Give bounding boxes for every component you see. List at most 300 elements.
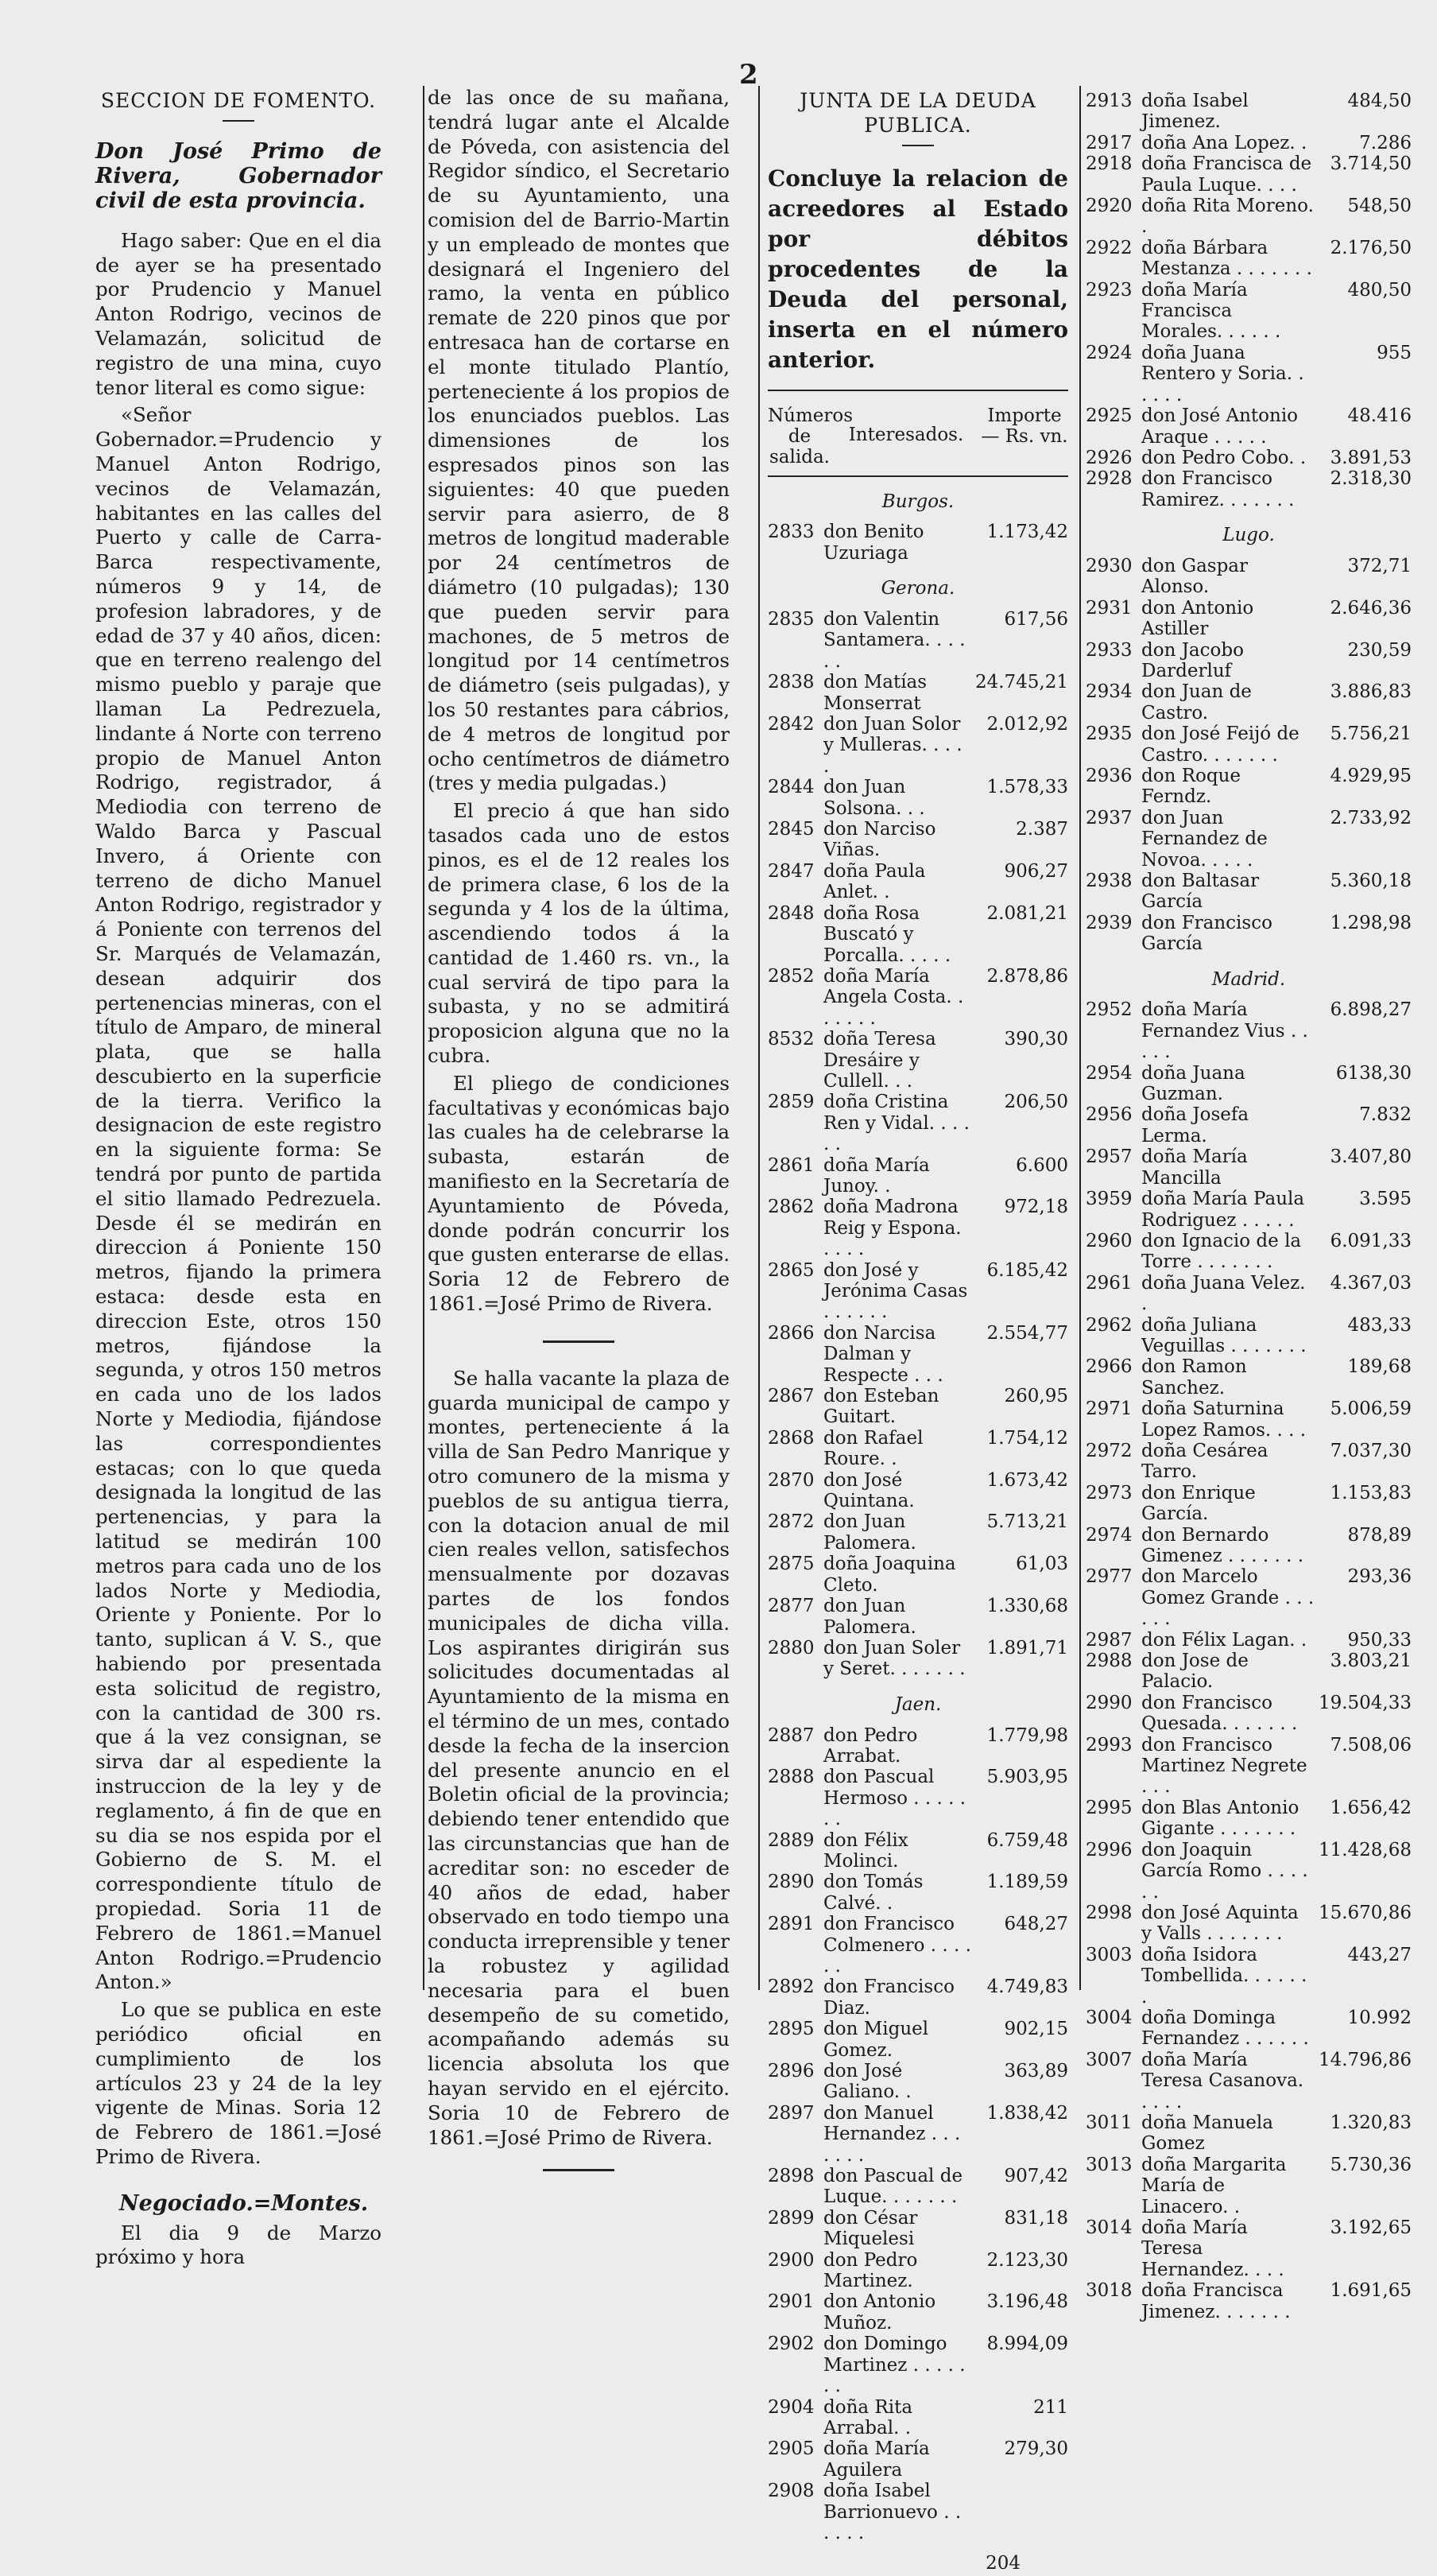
entry-number: 3004: [1086, 2007, 1133, 2028]
table-row: [1086, 1566, 1412, 1629]
creditor-name: don César Miquelesi: [823, 2207, 918, 2250]
entry-number: 2995: [1086, 1797, 1133, 1818]
entry-number: 2956: [1086, 1104, 1133, 1126]
creditor-name: don Enrique García.: [1141, 1482, 1256, 1525]
creditor-name: doña Juliana Veguillas . . . . . . .: [1141, 1314, 1307, 1356]
creditor-name: doña María Aguilera: [823, 2438, 930, 2481]
creditor-name: doña Paula Anlet. .: [823, 860, 926, 903]
entry-number: 2962: [1086, 1314, 1133, 1336]
table-row: [1086, 468, 1412, 510]
amount: 3.192,65: [1330, 2217, 1412, 2238]
entry-number: 3013: [1086, 2154, 1133, 2175]
entry-number: 2891: [768, 1914, 815, 1935]
entry-number: 2972: [1086, 1440, 1133, 1461]
amount: 5.006,59: [1330, 1399, 1412, 1420]
table-row: [768, 672, 1068, 714]
creditor-name: doña Juana Velez. .: [1141, 1272, 1306, 1315]
table-row: [768, 2481, 1068, 2543]
entry-number: 3011: [1086, 2112, 1133, 2133]
divider: [902, 145, 934, 146]
entry-number: 2838: [768, 672, 815, 693]
creditor-name: don Juan Solsona. . .: [823, 777, 925, 819]
table-row: [1086, 91, 1412, 133]
entry-number: 2875: [768, 1554, 815, 1575]
amount: 7.832: [1359, 1104, 1412, 1126]
entry-number: 2935: [1086, 724, 1133, 745]
entry-number: 2902: [768, 2334, 815, 2355]
table-row: [1086, 871, 1412, 913]
creditor-name: doña Bárbara Mestanza . . . . . . .: [1141, 237, 1312, 280]
amount: 7.037,30: [1330, 1440, 1412, 1461]
table-row: [1086, 1356, 1412, 1399]
entry-number: 2933: [1086, 639, 1133, 661]
creditor-list: [768, 490, 1068, 2544]
creditor-name: doña María Francisca Morales. . . . . .: [1141, 279, 1281, 343]
creditor-name: don Manuel Hernandez . . . . . . .: [823, 2102, 961, 2166]
entry-number: 2996: [1086, 1839, 1133, 1860]
entry-number: 2862: [768, 1197, 815, 1218]
creditor-name: doña María Teresa Casanova. . . . .: [1141, 2049, 1304, 2112]
creditor-name: doña María Paula Rodriguez . . . . .: [1141, 1189, 1305, 1231]
creditor-name: don José Aquinta y Valls . . . . . . .: [1141, 1902, 1299, 1945]
table-row: [1086, 2155, 1412, 2217]
amount: 10.992: [1347, 2007, 1412, 2028]
creditor-name: don Marcelo Gomez Grande . . . . . .: [1141, 1566, 1315, 1630]
amount: 15.670,86: [1318, 1902, 1412, 1923]
table-row: [1086, 1525, 1412, 1567]
table-row: [1086, 556, 1412, 598]
table-row: [768, 2334, 1068, 2396]
entry-number: 2925: [1086, 405, 1133, 427]
amount: 8.994,09: [986, 2334, 1068, 2355]
table-row: [1086, 1063, 1412, 1105]
table-row: [1086, 405, 1412, 448]
entry-number: 2870: [768, 1469, 815, 1491]
table-row: [768, 1260, 1068, 1323]
amount: 1.330,68: [986, 1596, 1068, 1617]
creditor-name: doña Saturnina Lopez Ramos. . . .: [1141, 1399, 1307, 1441]
entry-number: 2877: [768, 1596, 815, 1617]
creditor-name: doña Rita Moreno. .: [1141, 196, 1314, 238]
table-row: [768, 819, 1068, 861]
entry-number: 2938: [1086, 871, 1133, 892]
creditor-name: don Félix Molinci.: [823, 1829, 908, 1872]
amount: 206,50: [1004, 1092, 1068, 1113]
creditor-name: doña María Fernandez Vius . . . . .: [1141, 999, 1308, 1063]
entry-number: 2952: [1086, 999, 1133, 1021]
amount: 48.416: [1347, 405, 1412, 427]
amount: 230,59: [1347, 639, 1412, 661]
column-montes: [428, 86, 730, 2190]
table-row: [1086, 808, 1412, 871]
paragraph: El pliego de condiciones facultativas y económicas bajo las cuales ha de celebrarse la subasta, estarán de manifiesto en la Secretaría de Ayuntamiento de Póveda, donde podrán concurrir los que gusten enterarse de ellas. Soria 12 de Febrero de 1861.=José Primo de Rivera.: [428, 1071, 730, 1316]
amount: 1.754,12: [986, 1427, 1068, 1449]
table-row: [768, 1386, 1068, 1428]
table-row: [1086, 1735, 1412, 1798]
entry-number: 2926: [1086, 447, 1133, 468]
province-heading: Burgos.: [881, 491, 955, 512]
amount: 7.286: [1359, 132, 1412, 153]
entry-number: 3018: [1086, 2280, 1133, 2302]
entry-number: 2845: [768, 819, 815, 840]
table-row: [768, 1197, 1068, 1259]
table-row: [768, 1428, 1068, 1470]
table-row: [1086, 598, 1412, 640]
table-row: [1086, 2217, 1412, 2280]
entry-number: 2899: [768, 2207, 815, 2229]
amount: 955: [1377, 342, 1412, 363]
creditor-name: don José Feijó de Castro. . . . . . .: [1141, 724, 1299, 766]
amount: 2.554,77: [986, 1322, 1068, 1344]
amount: 4.929,95: [1330, 765, 1412, 786]
creditor-name: don Benito Uzuriaga: [823, 522, 924, 564]
table-row: [1086, 1146, 1412, 1189]
amount: 443,27: [1347, 1944, 1412, 1965]
table-row: [768, 2019, 1068, 2061]
amount: 14.796,86: [1318, 2049, 1412, 2070]
entry-number: 2913: [1086, 91, 1133, 111]
amount: 6.091,33: [1330, 1230, 1412, 1251]
amount: 260,95: [1004, 1386, 1068, 1407]
table-row: [768, 1323, 1068, 1386]
entry-number: 2928: [1086, 468, 1133, 490]
entry-number: 2895: [768, 2019, 815, 2040]
amount: 1.673,42: [986, 1469, 1068, 1491]
entry-number: 2892: [768, 1977, 815, 1998]
amount: 3.714,50: [1330, 153, 1412, 175]
separator: [543, 1340, 614, 1343]
creditor-name: don Francisco Martinez Negrete . . .: [1141, 1734, 1307, 1798]
table-row: [1086, 1104, 1412, 1146]
entry-number: 2847: [768, 860, 815, 882]
entry-number: 2988: [1086, 1651, 1133, 1672]
entry-number: 2896: [768, 2061, 815, 2082]
entry-number: 3014: [1086, 2217, 1133, 2238]
entry-number: 3959: [1086, 1189, 1133, 1210]
creditor-name: doña María Junoy. .: [823, 1154, 930, 1197]
negociado-heading: Negociado.=Montes.: [119, 2190, 369, 2216]
table-row: [1086, 2112, 1412, 2155]
amount: 189,68: [1347, 1356, 1412, 1378]
table-row: [768, 777, 1068, 819]
entry-number: 2993: [1086, 1734, 1133, 1755]
table-row: [1086, 196, 1412, 238]
creditor-name: don Gaspar Alonso.: [1141, 555, 1249, 598]
amount: 363,89: [1004, 2061, 1068, 2082]
column-header-amount: Importe — Rs. vn.: [981, 405, 1068, 447]
entry-number: 2908: [768, 2481, 815, 2502]
entry-number: 2998: [1086, 1902, 1133, 1923]
creditor-name: don José Quintana.: [823, 1469, 915, 1512]
creditor-name: doña Isabel Jimenez.: [1141, 91, 1249, 133]
entry-number: 2867: [768, 1386, 815, 1407]
creditor-name: doña Rosa Buscató y Porcalla. . . . .: [823, 902, 951, 966]
entry-number: 8532: [768, 1029, 815, 1050]
amount: 5.713,21: [986, 1511, 1068, 1533]
amount: 24.745,21: [974, 672, 1068, 693]
amount: 2.176,50: [1330, 237, 1412, 258]
creditor-name: don José Galiano. .: [823, 2061, 912, 2103]
amount: 1.891,71: [986, 1637, 1068, 1658]
entry-number: 2987: [1086, 1629, 1133, 1651]
amount: 19.504,33: [1318, 1692, 1412, 1713]
amount: 617,56: [1004, 609, 1068, 630]
table-row: [1086, 343, 1412, 405]
entry-number: 2859: [768, 1092, 815, 1113]
province-heading: Madrid.: [1211, 968, 1286, 990]
table-row: [768, 2438, 1068, 2481]
column-deuda-cont: [1086, 91, 1412, 2322]
table-row: [1086, 1903, 1412, 1945]
entry-number: 2861: [768, 1154, 815, 1176]
entry-number: 2835: [768, 609, 815, 630]
table-row: [1086, 2008, 1412, 2050]
creditor-name: doña Juana Rentero y Soria. . . . . .: [1141, 342, 1304, 405]
entry-number: 2890: [768, 1872, 815, 1893]
amount: 483,33: [1347, 1314, 1412, 1336]
amount: 5.756,21: [1330, 724, 1412, 745]
amount: 1.173,42: [986, 522, 1068, 543]
entry-number: 2934: [1086, 681, 1133, 703]
paragraph: Hago saber: Que en el dia de ayer se ha presentado por Prudencio y Manuel Anton Rodrigo, vecinos de Velamazán, solicitud de registro de una mina, cuyo tenor literal es como sigue:: [95, 228, 382, 399]
table-row: [1086, 1399, 1412, 1441]
table-row: [1086, 1189, 1412, 1231]
entry-number: 2833: [768, 522, 815, 543]
creditor-name: doña Joaquina Cleto.: [823, 1554, 956, 1596]
table-row: [768, 714, 1068, 777]
table-row: [768, 861, 1068, 903]
amount: 648,27: [1004, 1914, 1068, 1935]
creditor-name: doña María Angela Costa. . . . . . .: [823, 965, 964, 1029]
amount: 6.898,27: [1330, 999, 1412, 1021]
table-row: [768, 1470, 1068, 1512]
table-row: [768, 2208, 1068, 2250]
creditor-name: don Ignacio de la Torre . . . . . . .: [1141, 1230, 1302, 1273]
creditor-name: don Francisco Ramirez. . . . . . .: [1141, 468, 1295, 510]
creditor-name: don Esteban Guitart.: [823, 1386, 939, 1428]
table-row: [768, 1872, 1068, 1914]
entry-number: 2918: [1086, 153, 1133, 175]
column-rule: [758, 86, 760, 1990]
paragraph: Lo que se publica en este periódico oficial en cumplimiento de los artículos 23 y 24 de la ley vigente de Minas. Soria 12 de Febrero de 1861.=José Primo de Rivera.: [95, 1998, 382, 2168]
entry-number: 2880: [768, 1637, 815, 1658]
amount: 2.012,92: [986, 714, 1068, 735]
creditor-name: don Miguel Gomez.: [823, 2019, 929, 2061]
entry-number: 2865: [768, 1259, 815, 1281]
table-row: [768, 903, 1068, 966]
entry-number: 2888: [768, 1767, 815, 1788]
creditor-name: doña Dominga Fernandez . . . . . .: [1141, 2007, 1309, 2050]
entry-number: 2917: [1086, 132, 1133, 153]
entry-number: 3007: [1086, 2049, 1133, 2070]
creditor-name: don Baltasar García: [1141, 871, 1260, 913]
creditor-name: don Juan Palomera.: [823, 1596, 916, 1638]
table-row: [1086, 1441, 1412, 1483]
entry-number: 2961: [1086, 1272, 1133, 1294]
creditor-name: don Narcisa Dalman y Respecte . . .: [823, 1322, 943, 1386]
amount: 3.891,53: [1330, 447, 1412, 468]
amount: 2.387: [1016, 819, 1068, 840]
column-header-number: Números de salida.: [768, 405, 854, 467]
entry-number: 2954: [1086, 1062, 1133, 1084]
province-heading: Lugo.: [1222, 525, 1275, 546]
amount: 2.878,86: [986, 965, 1068, 987]
amount: 2.123,30: [986, 2249, 1068, 2271]
creditor-name: doña Manuela Gomez: [1141, 2112, 1273, 2155]
table-row: [1086, 2050, 1412, 2112]
entry-number: 2887: [768, 1724, 815, 1746]
creditor-name: don Rafael Roure. .: [823, 1427, 924, 1470]
amount: 3.886,83: [1330, 681, 1412, 703]
creditor-name: don Juan Soler y Seret. . . . . . .: [823, 1637, 966, 1680]
amount: 211: [1033, 2396, 1068, 2418]
creditor-name: doña Juana Guzman.: [1141, 1062, 1245, 1105]
amount: 902,15: [1004, 2019, 1068, 2040]
amount: 2.318,30: [1330, 468, 1412, 490]
entry-number: 2842: [768, 714, 815, 735]
creditor-name: doña Cristina Ren y Vidal. . . . . .: [823, 1092, 970, 1155]
creditor-name: doña Madrona Reig y Espona. . . . .: [823, 1197, 962, 1260]
amount: 1.656,42: [1330, 1797, 1412, 1818]
amount: 831,18: [1004, 2207, 1068, 2229]
amount: 293,36: [1347, 1566, 1412, 1588]
creditor-name: doña Francisca Jimenez. . . . . . .: [1141, 2280, 1291, 2322]
entry-number: 2922: [1086, 237, 1133, 258]
table-row: [768, 1638, 1068, 1680]
entry-number: 2924: [1086, 342, 1133, 363]
page-number: 2: [739, 59, 758, 91]
table-row: [1086, 1693, 1412, 1735]
creditor-name: doña Rita Arrabal. .: [823, 2396, 913, 2438]
table-row: [1086, 1231, 1412, 1273]
page-total: 204: [986, 2553, 1021, 2574]
table-row: [1086, 724, 1412, 766]
amount: 61,03: [1016, 1554, 1068, 1575]
table-row: [1086, 1483, 1412, 1525]
creditor-name: don Francisco Quesada. . . . . . .: [1141, 1692, 1298, 1735]
table-row: [768, 1155, 1068, 1197]
creditor-name: don José Antonio Araque . . . . .: [1141, 405, 1299, 448]
entry-number: 2960: [1086, 1230, 1133, 1251]
creditor-name: doña Isabel Barrionuevo . . . . . .: [823, 2481, 962, 2543]
creditor-name: doña Francisca de Paula Luque. . . .: [1141, 153, 1312, 196]
table-row: [768, 2103, 1068, 2166]
entry-number: 2930: [1086, 555, 1133, 576]
amount: 1.320,83: [1330, 2112, 1412, 2133]
table-row: [768, 2061, 1068, 2103]
table-row: [1086, 640, 1412, 682]
entry-number: 2889: [768, 1829, 815, 1851]
creditor-name: don Francisco García: [1141, 912, 1272, 955]
column-deuda: [768, 89, 1068, 2576]
amount: 3.407,80: [1330, 1146, 1412, 1168]
amount: 1.838,42: [986, 2102, 1068, 2124]
creditor-list: [1086, 91, 1412, 2322]
divider: [223, 120, 254, 122]
creditor-name: don Pedro Martinez.: [823, 2249, 918, 2292]
entry-number: 2844: [768, 777, 815, 798]
entry-number: 2868: [768, 1427, 815, 1449]
amount: 484,50: [1347, 91, 1412, 111]
paragraph: Se halla vacante la plaza de guarda municipal de campo y montes, perteneciente á la villa de San Pedro Manrique y otro comunero de la misma y pueblos de su antigua tierra, con la dotacion anual de mil cien reales vellon, satisfechos mensualmente por dozavas partes de los fondos municipales de dicha villa. Los aspirantes dirigirán sus solicitudes documentadas al Ayuntamiento de la misma en el término de un mes, contado desde la fecha de la insercion del presente anuncio en el Boletin oficial de la provincia; debiendo tener entendido que las circunstancias que han de acreditar son: no esceder de 40 años de edad, haber observado en todo tiempo una conducta irreprensible y tener la robustez y agilidad necesaria para el buen desempeño de su cometido, acompañando además su licencia absoluta los que hayan servido en el ejército. Soria 10 de Febrero de 1861.=José Primo de Rivera.: [428, 1366, 730, 2149]
governor-title: Don José Primo de Rivera, Gobernador civil de esta provincia.: [95, 138, 382, 213]
entry-number: 2957: [1086, 1146, 1133, 1168]
amount: 372,71: [1347, 555, 1412, 576]
table-row: [1086, 766, 1412, 808]
creditor-name: don Juan de Castro.: [1141, 681, 1252, 724]
table-row: [1086, 1273, 1412, 1315]
amount: 1.189,59: [986, 1872, 1068, 1893]
section-heading: JUNTA DE LA DEUDA PUBLICA.: [800, 89, 1036, 137]
amount: 1.691,65: [1330, 2280, 1412, 2302]
creditor-name: don Blas Antonio Gigante . . . . . . .: [1141, 1797, 1299, 1840]
table-row: [1086, 238, 1412, 280]
amount: 5.903,95: [986, 1767, 1068, 1788]
amount: 1.578,33: [986, 777, 1068, 798]
table-row: [768, 1767, 1068, 1829]
column-header-name: Interesados.: [848, 424, 964, 445]
table-row: [768, 2250, 1068, 2292]
amount: 1.298,98: [1330, 912, 1412, 933]
table-row: [768, 2166, 1068, 2208]
amount: 950,33: [1347, 1629, 1412, 1651]
section-heading: SECCION DE FOMENTO.: [100, 89, 377, 112]
amount: 548,50: [1347, 196, 1412, 217]
amount: 6.600: [1016, 1154, 1068, 1176]
creditor-name: don Antonio Astiller: [1141, 597, 1254, 640]
table-row: [768, 522, 1068, 564]
creditor-name: don Pedro Arrabat.: [823, 1724, 918, 1767]
table-row: [1086, 280, 1412, 343]
creditor-name: don Francisco Colmenero . . . . . .: [823, 1914, 971, 1977]
creditor-name: don Pedro Cobo. .: [1141, 447, 1307, 468]
table-row: [768, 1914, 1068, 1977]
creditor-name: don Tomás Calvé. .: [823, 1872, 924, 1914]
amount: 2.733,92: [1330, 807, 1412, 828]
table-row: [1086, 448, 1412, 468]
entry-number: 2931: [1086, 597, 1133, 619]
divider: [768, 475, 1068, 477]
amount: [971, 2481, 1068, 2543]
entry-number: 2971: [1086, 1399, 1133, 1420]
creditor-name: don Juan Solor y Mulleras. . . . .: [823, 714, 963, 777]
creditor-name: doña María Teresa Hernandez. . . .: [1141, 2217, 1284, 2280]
separator: [543, 2169, 614, 2171]
creditor-name: don Jacobo Darderluf: [1141, 639, 1244, 681]
creditor-name: don Jose de Palacio.: [1141, 1651, 1249, 1693]
table-row: [768, 1977, 1068, 2019]
table-row: [768, 1725, 1068, 1767]
table-row: [768, 1554, 1068, 1596]
amount: 2.081,21: [986, 902, 1068, 924]
creditor-name: don Narciso Viñas.: [823, 819, 936, 861]
table-row: [768, 1596, 1068, 1638]
creditor-name: don Roque Ferndz.: [1141, 765, 1241, 808]
entry-number: 3003: [1086, 1944, 1133, 1965]
creditor-name: doña Cesárea Tarro.: [1141, 1440, 1269, 1483]
creditor-name: don Valentin Santamera. . . . . .: [823, 609, 966, 672]
column-fomento: [95, 89, 382, 2273]
amount: 5.360,18: [1330, 871, 1412, 892]
creditor-name: don Juan Palomera.: [823, 1511, 916, 1554]
creditor-name: doña María Mancilla: [1141, 1146, 1248, 1189]
table-row: [1086, 1798, 1412, 1840]
table-row: [768, 1511, 1068, 1554]
table-row: [1086, 1630, 1412, 1651]
amount: 390,30: [1004, 1029, 1068, 1050]
table-row: [1086, 133, 1412, 153]
entry-number: 2866: [768, 1322, 815, 1344]
